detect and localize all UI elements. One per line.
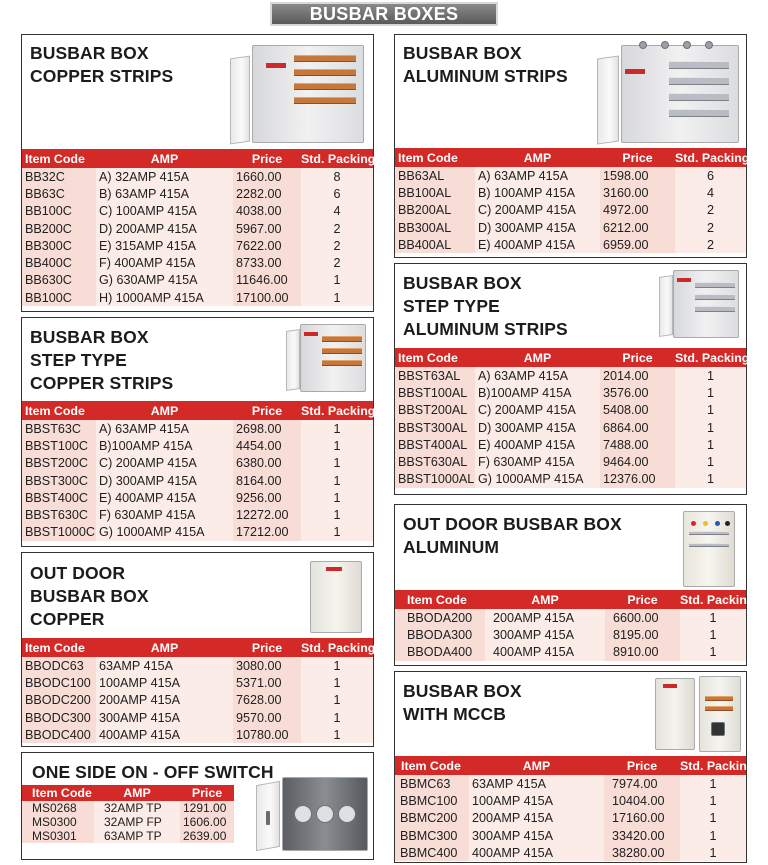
col-price: Price	[604, 756, 680, 775]
table-row: BBMC400 400AMP 415A 38280.00 1	[395, 844, 746, 861]
col-item-code: Item Code	[395, 348, 475, 367]
table-row: BBODC63 63AMP 415A 3080.00 1	[22, 657, 373, 674]
table-row: BBST300C D) 300AMP 415A 8164.00 1	[22, 472, 373, 489]
panel-on-off-switch	[21, 752, 374, 860]
price-table-busbar-aluminum	[395, 148, 750, 253]
table-row: BB200C D) 200AMP 415A 5967.00 2	[22, 220, 373, 237]
col-price: Price	[605, 590, 680, 609]
panel-outdoor-copper	[21, 552, 374, 747]
price-table-step-aluminum	[395, 348, 750, 488]
table-row: BBMC300 300AMP 415A 33420.00 1	[395, 827, 746, 844]
col-std-packing: Std. Packing	[680, 756, 746, 775]
table-row: MS0301 63AMP TP 2639.00	[22, 829, 234, 843]
table-row: BBST400AL E) 400AMP 415A 7488.00 1	[395, 436, 746, 453]
price-table-busbar-mccb	[395, 756, 755, 861]
panel-title: BUSBAR BOX WITH MCCB	[403, 681, 522, 724]
panel-title: BUSBAR BOX STEP TYPE ALUMINUM STRIPS	[403, 273, 568, 339]
table-row: BBODC300 300AMP 415A 9570.00 1	[22, 709, 373, 726]
busbar-box-copper-image	[228, 43, 366, 147]
table-row: BBST63AL A) 63AMP 415A 2014.00 1	[395, 367, 746, 384]
panel-title: BUSBAR BOX COPPER STRIPS	[30, 43, 174, 86]
col-std-packing: Std. Packing	[301, 401, 373, 420]
table-row: BB300AL D) 300AMP 415A 6212.00 2	[395, 219, 746, 236]
panel-step-copper	[21, 317, 374, 547]
panel-title: ONE SIDE ON - OFF SWITCH	[32, 762, 274, 782]
table-row: BB100C H) 1000AMP 415A 17100.00 1	[22, 289, 373, 306]
col-price: Price	[600, 348, 675, 367]
table-row: BBST100AL B)100AMP 415A 3576.00 1	[395, 384, 746, 401]
table-row: MS0300 32AMP FP 1606.00	[22, 815, 234, 829]
on-off-switch-image	[254, 775, 370, 855]
table-row: MS0268 32AMP TP 1291.00	[22, 801, 234, 815]
table-row: BBMC63 63AMP 415A 7974.00 1	[395, 775, 746, 792]
table-row: BB400AL E) 400AMP 415A 6959.00 2	[395, 236, 746, 253]
panel-step-aluminum	[394, 263, 750, 495]
table-row: BB100AL B) 100AMP 415A 3160.00 4	[395, 184, 746, 201]
table-row: BB400C F) 400AMP 415A 8733.00 2	[22, 254, 373, 271]
table-row: BBST630C F) 630AMP 415A 12272.00 1	[22, 506, 373, 523]
col-amp: AMP	[96, 149, 233, 168]
page-banner-title: BUSBAR BOXES	[270, 2, 498, 26]
table-row: BBST200C C) 200AMP 415A 6380.00 1	[22, 455, 373, 472]
panel-title: OUT DOOR BUSBAR BOX ALUMINUM	[403, 514, 622, 557]
table-row: BBST100C B)100AMP 415A 4454.00 1	[22, 437, 373, 454]
panel-outdoor-aluminum	[394, 504, 755, 666]
step-type-copper-image	[284, 322, 368, 398]
table-row: BBMC100 100AMP 415A 10404.00 1	[395, 792, 746, 809]
col-price: Price	[600, 148, 675, 167]
table-row: BBODC200 200AMP 415A 7628.00 1	[22, 692, 373, 709]
col-price: Price	[233, 638, 301, 657]
table-row: BB300C E) 315AMP 415A 7622.00 2	[22, 237, 373, 254]
col-item-code: Item Code	[22, 638, 96, 657]
col-amp: AMP	[96, 638, 233, 657]
col-std-packing: Std. Packing	[675, 348, 746, 367]
col-item-code: Item Code	[395, 148, 475, 167]
panel-title: BUSBAR BOX ALUMINUM STRIPS	[403, 43, 568, 86]
table-row: BBST200AL C) 200AMP 415A 5408.00 1	[395, 402, 746, 419]
table-row: BBMC200 200AMP 415A 17160.00 1	[395, 810, 746, 827]
table-row: BB32C A) 32AMP 415A 1660.00 8	[22, 168, 373, 185]
table-row: BBST300AL D) 300AMP 415A 6864.00 1	[395, 419, 746, 436]
table-row: BBODA200 200AMP 415A 6600.00 1	[395, 609, 746, 626]
price-table-step-copper	[22, 401, 376, 541]
price-table-switch	[22, 785, 234, 843]
outdoor-aluminum-box-image	[677, 509, 743, 589]
table-row: BB63C B) 63AMP 415A 2282.00 6	[22, 185, 373, 202]
busbar-mccb-image	[653, 674, 743, 754]
col-item-code: Item Code	[395, 756, 469, 775]
table-row: BBST1000C G) 1000AMP 415A 17212.00 1	[22, 524, 373, 541]
col-std-packing: Std. Packing	[680, 590, 746, 609]
panel-busbar-aluminum	[394, 34, 750, 258]
table-row: BBODC400 400AMP 415A 10780.00 1	[22, 726, 373, 743]
col-std-packing: Std. Packing	[675, 148, 746, 167]
table-row: BB200AL C) 200AMP 415A 4972.00 2	[395, 202, 746, 219]
table-row: BBODA400 400AMP 415A 8910.00 1	[395, 644, 746, 661]
col-amp: AMP	[485, 590, 605, 609]
col-item-code: Item Code	[22, 401, 96, 420]
table-row: BB630C G) 630AMP 415A 11646.00 1	[22, 272, 373, 289]
col-amp: AMP	[475, 348, 600, 367]
table-row: BBST630AL F) 630AMP 415A 9464.00 1	[395, 453, 746, 470]
step-type-aluminum-image	[657, 268, 741, 344]
table-row: BBST400C E) 400AMP 415A 9256.00 1	[22, 489, 373, 506]
col-std-packing: Std. Packing	[301, 149, 373, 168]
col-item-code: Item Code	[22, 785, 94, 801]
panel-title: OUT DOOR BUSBAR BOX COPPER	[30, 563, 149, 629]
panel-busbar-copper	[21, 34, 374, 312]
table-row: BB63AL A) 63AMP 415A 1598.00 6	[395, 167, 746, 184]
col-item-code: Item Code	[22, 149, 96, 168]
outdoor-copper-box-image	[306, 559, 366, 637]
table-row: BBODA300 300AMP 415A 8195.00 1	[395, 626, 746, 643]
table-row: BBODC100 100AMP 415A 5371.00 1	[22, 674, 373, 691]
table-row: BBST63C A) 63AMP 415A 2698.00 1	[22, 420, 373, 437]
col-item-code: Item Code	[395, 590, 485, 609]
panel-busbar-mccb	[394, 671, 755, 863]
col-price: Price	[233, 149, 301, 168]
table-row: BBST1000AL G) 1000AMP 415A 12376.00 1	[395, 471, 746, 488]
col-amp: AMP	[475, 148, 600, 167]
col-amp: AMP	[469, 756, 604, 775]
price-table-outdoor-copper	[22, 638, 376, 743]
price-table-outdoor-aluminum	[395, 590, 755, 661]
col-price: Price	[233, 401, 301, 420]
col-amp: AMP	[96, 401, 233, 420]
col-price: Price	[180, 785, 234, 801]
col-amp: AMP	[94, 785, 180, 801]
price-table-busbar-copper	[22, 149, 376, 306]
busbar-box-aluminum-image	[595, 41, 743, 147]
col-std-packing: Std. Packing	[301, 638, 373, 657]
panel-title: BUSBAR BOX STEP TYPE COPPER STRIPS	[30, 327, 174, 393]
table-row: BB100C C) 100AMP 415A 4038.00 4	[22, 203, 373, 220]
